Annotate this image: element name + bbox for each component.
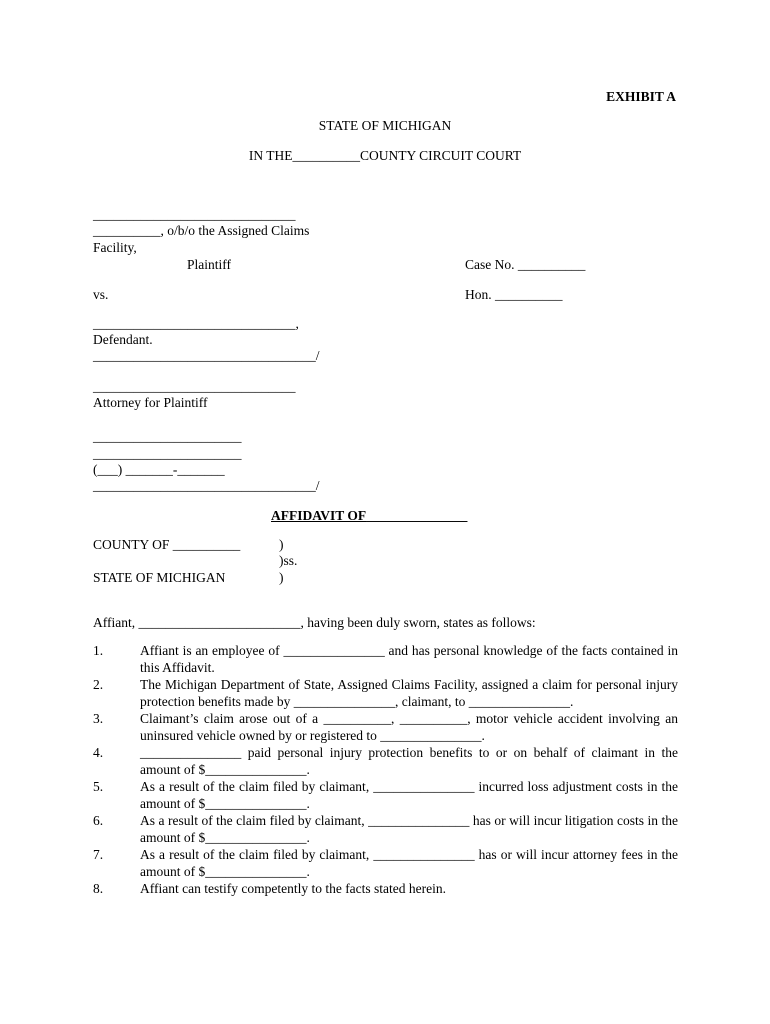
plaintiff-label: Plaintiff — [187, 257, 232, 272]
statement-text: Affiant is an employee of _______________ and has personal knowledge of the facts contained in this Affidavit. — [140, 643, 678, 675]
affidavit-title-text: AFFIDAVIT OF — [271, 508, 367, 523]
statement-item — [93, 642, 678, 676]
address-line-1: ______________________ — [93, 429, 242, 444]
statement-number: 1. — [93, 643, 104, 658]
caption-divider: _________________________________/ — [93, 348, 320, 363]
versus-label: vs. — [93, 287, 109, 302]
statement-text: The Michigan Department of State, Assigned Claims Facility, assigned a claim for personal injury protection benefits made by _______________, claimant, to _______________. — [140, 677, 678, 709]
statement-item — [93, 676, 678, 710]
affidavit-title-blank: _______________ — [366, 508, 468, 523]
statement-item — [93, 812, 678, 846]
statement-number: 6. — [93, 813, 104, 828]
statement-number: 2. — [93, 677, 104, 692]
statement-number: 7. — [93, 847, 104, 862]
statement-number: 8. — [93, 881, 104, 896]
state-heading: STATE OF MICHIGAN — [318, 118, 452, 133]
judge-line: Hon. __________ — [465, 287, 563, 302]
statement-item — [93, 710, 678, 744]
statement-item — [93, 778, 678, 812]
defendant-name-line: ______________________________, — [93, 316, 299, 331]
affiant-intro: Affiant, ________________________, having been duly sworn, states as follows: — [93, 615, 536, 630]
court-heading: IN THE__________COUNTY CIRCUIT COURT — [248, 148, 522, 163]
affidavit-statements — [93, 642, 678, 897]
statement-item — [93, 744, 678, 778]
venue-ss: )ss. — [279, 553, 298, 568]
defendant-label: Defendant. — [93, 332, 153, 347]
statement-item — [93, 880, 678, 897]
statement-text: As a result of the claim filed by claimant, _______________ incurred loss adjustment costs in the amount of $_______________. — [140, 779, 678, 811]
statement-item — [93, 846, 678, 880]
venue-county: COUNTY OF __________ — [93, 537, 241, 552]
venue-paren-1: ) — [279, 537, 284, 552]
statement-number: 5. — [93, 779, 104, 794]
caption-divider-2: _________________________________/ — [93, 478, 320, 493]
statement-text: Affiant can testify competently to the facts stated herein. — [140, 881, 447, 896]
statement-text: Claimant’s claim arose out of a __________, __________, motor vehicle accident involving an uninsured vehicle owned by or registered to _______________. — [140, 711, 678, 743]
statement-text: As a result of the claim filed by claimant, _______________ has or will incur litigation costs in the amount of $_______________. — [140, 813, 678, 845]
statement-text: As a result of the claim filed by claimant, _______________ has or will incur attorney fees in the amount of $_______________. — [140, 847, 678, 879]
statement-number: 3. — [93, 711, 104, 726]
attorney-name-line: ______________________________ — [93, 379, 296, 394]
venue-state: STATE OF MICHIGAN — [93, 570, 226, 585]
affidavit-title — [271, 507, 467, 524]
plaintiff-name-line-3: Facility, — [93, 240, 137, 255]
plaintiff-name-line: ______________________________ — [93, 207, 296, 222]
case-number: Case No. __________ — [465, 257, 586, 272]
venue-paren-2: ) — [279, 570, 284, 585]
plaintiff-name-line-2: __________, o/b/o the Assigned Claims — [93, 223, 310, 238]
exhibit-label: EXHIBIT A — [606, 89, 676, 104]
statement-number: 4. — [93, 745, 104, 760]
statement-text: _______________ paid personal injury protection benefits to or on behalf of claimant in the amount of $_______________. — [140, 745, 678, 777]
phone-line: (___) _______-_______ — [93, 462, 225, 477]
attorney-label: Attorney for Plaintiff — [93, 395, 208, 410]
address-line-2: ______________________ — [93, 446, 242, 461]
